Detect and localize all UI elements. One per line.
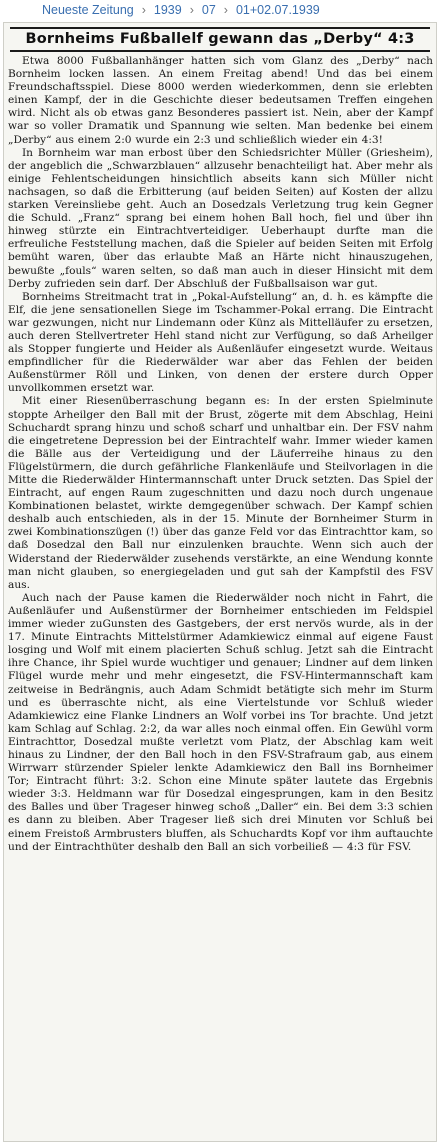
article-paragraph-4: Mit einer Riesenüberraschung begann es: In der ersten Spielminute stoppte Arheilger den Ball mit der Brust, zögerte mit dem Abschlag, Heini Schuchardt sprang hinzu und schoß scharf und unhaltbar ein. Der FSV nahm die eingetretene Depression bei der Eintrachtelf wahr. Immer wieder kamen die Bälle aus der Verteidigung und der Läuferreihe hinaus zu den Flügelstürmern, die durch gefährliche Flankenläufe und Steilvorlagen in die Mitte die Riederwälder Hintermannschaft unter Druck setzten. Das Spiel der Eintracht, auf engen Raum zugeschnitten und dazu noch durch ungenaue Kombinationen belastet, wirkte demgegenüber schwach. Der Kampf schien deshalb auch entschieden, als in der 15. Minute der Bornheimer Sturm in zwei Kombinationszügen (!) über das ganze Feld vor das Eintrachttor kam, so daß Dosedzal den Ball nur einzulenken brauchte. Wenn sich auch der Widerstand der Riederwälder zusehends verstärkte, an eine Wendung konnte man nicht glauben, so energiegeladen und gut sah der Kampfstil des FSV aus. bbox=[8, 395, 433, 591]
breadcrumb-link-year[interactable]: 1939 bbox=[153, 3, 182, 17]
article-paragraph-2: In Bornheim war man erbost über den Schiedsrichter Müller (Griesheim), der angeblich die „Schwarzblauen“ allzusehr benachteiligt hat. Aber mehr als einige Fehlentscheidungen hinsichtlich abseits kann sich Müller nicht nachsagen, so daß die Erbitterung (auf beiden Seiten) auf Kosten der allzu starken Vereinsliebe geht. Auch an Dosedzals Verletzung trug kein Gegner die Schuld. „Franz“ sprang bei einem hohen Ball hoch, fiel und über ihn hinweg stürzte ein Eintrachtverteidiger. Ueberhaupt durfte man die erfreuliche Feststellung machen, daß die Spieler auf beiden Seiten mit Erfolg bemüht waren, über das erlaubte Maß an Härte nicht hinauszugehen, bewußte „fouls“ waren selten, so daß man auch in dieser Hinsicht mit dem Derby zufrieden sein darf. Der Abschluß der Fußballsaison war gut. bbox=[8, 146, 433, 290]
breadcrumb-separator: › bbox=[141, 3, 146, 17]
breadcrumb-separator: › bbox=[189, 3, 194, 17]
article-paragraph-5: Auch nach der Pause kamen die Riederwälder noch nicht in Fahrt, die Außenläufer und Außenstürmer der Bornheimer entschieden im Feldspiel immer wieder zuGunsten des Gastgebers, der erst nervös wurde, als in der 17. Minute Eintrachts Mittelstürmer Adamkiewicz einmal auf eigene Faust losging und Wolf mit einem placierten Schuß schlug. Jetzt sah die Eintracht ihre Chance, ihr Spiel wurde wuchtiger und genauer; Lindner auf dem linken Flügel wurde mehr und mehr eingesetzt, die FSV-Hintermannschaft kam zeitweise in Bedrängnis, auch Adam Schmidt betätigte sich mehr im Sturm und es überraschte nicht, als eine Viertelstunde vor Schluß wieder Adamkiewicz eine Flanke Lindners an Wolf vorbei ins Tor brachte. Und jetzt kam Schlag auf Schlag. 2:2, da war alles noch einmal offen. Ein Gewühl vorm Eintrachttor, Dosedzal mußte verletzt vom Platz, der Abschlag kam weit hinaus zu Lindner, der den Ball hoch in den FSV-Strafraum gab, aus einem Wirrwarr stürzender Spieler lenkte Adamkiewicz den Ball ins Bornheimer Tor; Eintracht führt: 3:2. Schon eine Minute später lautete das Ergebnis wieder 3:3. Heldmann war für Dosedzal eingesprungen, kam in den Besitz des Balles und über Trageser hinweg schoß „Daller“ ein. Bei dem 3:3 schien es dann zu bleiben. Aber Trageser ließ sich drei Minuten vor Schluß bei einem Freistoß Armbrusters bluffen, als Schuchardts Kopf vor ihm auftauchte und der Eintrachthüter deshalb den Ball an sich vorbeiließ — 4:3 für FSV. bbox=[8, 591, 433, 853]
newspaper-clipping bbox=[3, 22, 437, 1142]
article-body bbox=[4, 52, 436, 854]
breadcrumb-separator: › bbox=[223, 3, 228, 17]
article-headline: Bornheims Fußballelf gewann das „Derby“ 4:3 bbox=[10, 27, 430, 52]
article-paragraph-1: Etwa 8000 Fußballanhänger hatten sich vom Glanz des „Derby“ nach Bornheim locken lassen. An einem Freitag abend! Und das bei einem Freundschaftsspiel. Diese 8000 werden wiederkommen, denn sie erlebten einen Kampf, der in die Geschichte dieser bedeutsamen Treffen eingehen wird. Nicht als ob etwas ganz Besonderes passiert ist. Nein, aber der Kampf war so voller Dramatik und Spannung wie selten. Man bedenke bei einem „Derby“ aus einem 2:0 wurde ein 2:3 und schließlich wieder ein 4:3! bbox=[8, 55, 433, 146]
breadcrumb-link-newspaper[interactable]: Neueste Zeitung bbox=[42, 3, 134, 17]
breadcrumb-link-date[interactable]: 01+02.07.1939 bbox=[235, 3, 320, 17]
breadcrumb-link-month[interactable]: 07 bbox=[201, 3, 216, 17]
article-paragraph-3: Bornheims Streitmacht trat in „Pokal-Aufstellung“ an, d. h. es kämpfte die Elf, die jene sensationellen Siege im Tschammer-Pokal errang. Die Eintracht war gezwungen, nicht nur Lindemann oder Künz als Mittelläufer zu ersetzen, auch deren Stellvertreter Hehl stand nicht zur Verfügung, so daß Arheilger als Stopper fungierte und Heider als Außenläufer eingesetzt wurde. Weitaus empfindlicher für die Riederwälder war aber das Fehlen der beiden Außenstürmer Röll und Linken, von denen der erstere durch Opper unvollkommen ersetzt war. bbox=[8, 290, 433, 395]
breadcrumb bbox=[0, 0, 440, 22]
